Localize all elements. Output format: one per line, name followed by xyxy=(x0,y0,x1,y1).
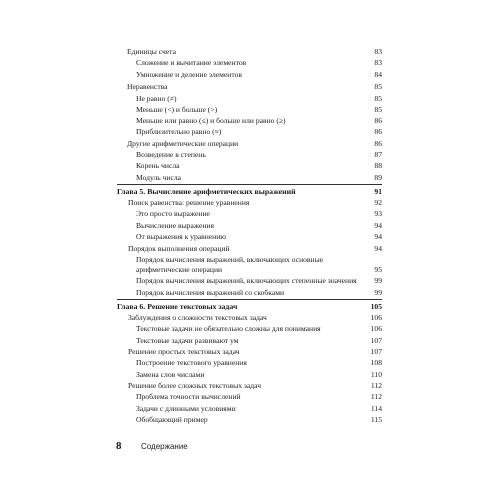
toc-entry-title: Порядок вычисления выражений со скобками xyxy=(136,288,285,297)
toc-entry-title: Меньше или равно (≤) и больше или равно (≥) xyxy=(136,116,286,125)
toc-entry-page: 89 xyxy=(374,173,382,182)
toc-entry-title: Порядок выполнения операций xyxy=(128,244,230,253)
toc-entry-title: От выражения к уравнению xyxy=(136,232,226,241)
toc-entry-title: Решение простых текстовых задач xyxy=(128,347,240,356)
toc-entry-page: 83 xyxy=(374,58,382,67)
toc-entry-title: Сложение и вычитание элементов xyxy=(136,58,247,67)
toc-entry-page: 86 xyxy=(374,139,382,148)
toc-entry-page: 95 xyxy=(374,265,382,274)
toc-entry-title: Это просто выражение xyxy=(136,209,210,218)
toc-entry-page: 94 xyxy=(374,221,382,230)
toc-entry-page: 85 xyxy=(374,105,382,114)
toc-entry-page: 112 xyxy=(370,381,382,390)
toc-entry-page: 115 xyxy=(370,415,382,424)
toc-entry-title: Корень числа xyxy=(136,161,180,170)
toc-entry-page: 93 xyxy=(374,209,382,218)
toc-entry-page: 85 xyxy=(374,94,382,103)
toc-entry-page: 94 xyxy=(374,232,382,241)
toc-entry-title: Модуль числа xyxy=(136,173,182,182)
toc-entry-title: Текстовые задачи развивают ум xyxy=(136,336,239,345)
toc-entry-title: Единицы счета xyxy=(127,47,176,56)
toc-entry-page: 92 xyxy=(374,198,382,207)
toc-entry-page: 84 xyxy=(374,70,382,79)
toc-entry-title: Возведение в степень xyxy=(136,150,206,159)
footer-page-number: 8 xyxy=(116,440,122,452)
toc-entry-page: 91 xyxy=(374,187,382,196)
toc-entry-title: Порядок вычисления выражений, включающих основные xyxy=(136,255,324,264)
toc-entry-page: 106 xyxy=(370,313,382,322)
toc-entry-title: Решение более сложных текстовых задач xyxy=(128,381,262,390)
toc-entry-page: 83 xyxy=(374,47,382,56)
chapter-6-rule xyxy=(117,299,382,300)
toc-entry-page: 99 xyxy=(374,288,382,297)
toc-entry-title: Вычисление выражения xyxy=(136,221,214,230)
toc-entry-page: 112 xyxy=(370,392,382,401)
toc-entry-page: 86 xyxy=(374,116,382,125)
toc-entry-page: 107 xyxy=(370,347,382,356)
toc-entry-title: Текстовые задачи не обязательно сложны для понимания xyxy=(136,324,321,333)
toc-entry-title: Порядок вычисления выражений, включающих степенные значения xyxy=(136,276,357,285)
toc-entry-page: 85 xyxy=(374,82,382,91)
toc-entry-page: 88 xyxy=(374,161,382,170)
toc-entry-title: Построение текстового уравнения xyxy=(136,358,247,367)
toc-entry-page: 105 xyxy=(370,302,382,311)
toc-entry-page: 106 xyxy=(370,324,382,333)
toc-entry-page: 94 xyxy=(374,244,382,253)
toc-entry-page: 108 xyxy=(370,358,382,367)
toc-entry-title: арифметические операции xyxy=(136,265,223,274)
toc-entry-title: Не равно (≠) xyxy=(136,94,177,103)
toc-entry-title: Умножение и деление элементов xyxy=(136,70,242,79)
footer-section-label: Содержание xyxy=(141,442,188,451)
chapter-5-rule xyxy=(117,184,382,185)
toc-entry-page: 114 xyxy=(370,404,382,413)
toc-entry-page: 87 xyxy=(374,150,382,159)
toc-entry-title: Приблизительно равно (≈) xyxy=(136,127,222,136)
toc-entry-title: Заблуждения о сложности текстовых задач xyxy=(128,313,267,322)
toc-entry-page: 99 xyxy=(374,276,382,285)
toc-entry-title: Задачи с длинными условиями xyxy=(136,404,236,413)
toc-entry-title: Замена слов числами xyxy=(136,370,205,379)
toc-entry-title: Обобщающий пример xyxy=(136,415,208,424)
toc-entry-title: Глава 6. Решение текстовых задач xyxy=(117,302,238,311)
toc-entry-title: Поиск равенства: решение уравнения xyxy=(128,198,250,207)
toc-entry-page: 107 xyxy=(370,336,382,345)
toc-entry-title: Неравенства xyxy=(127,82,168,91)
toc-entry-page: 86 xyxy=(374,127,382,136)
toc-entry-page: 110 xyxy=(370,370,382,379)
toc-entry-title: Меньше (<) и больше (>) xyxy=(136,105,218,114)
toc-entry-title: Глава 5. Вычисление арифметических выражений xyxy=(117,187,296,196)
toc-entry-title: Другие арифметические операции xyxy=(127,139,239,148)
toc-entry-title: Проблема точности вычислений xyxy=(136,392,241,401)
